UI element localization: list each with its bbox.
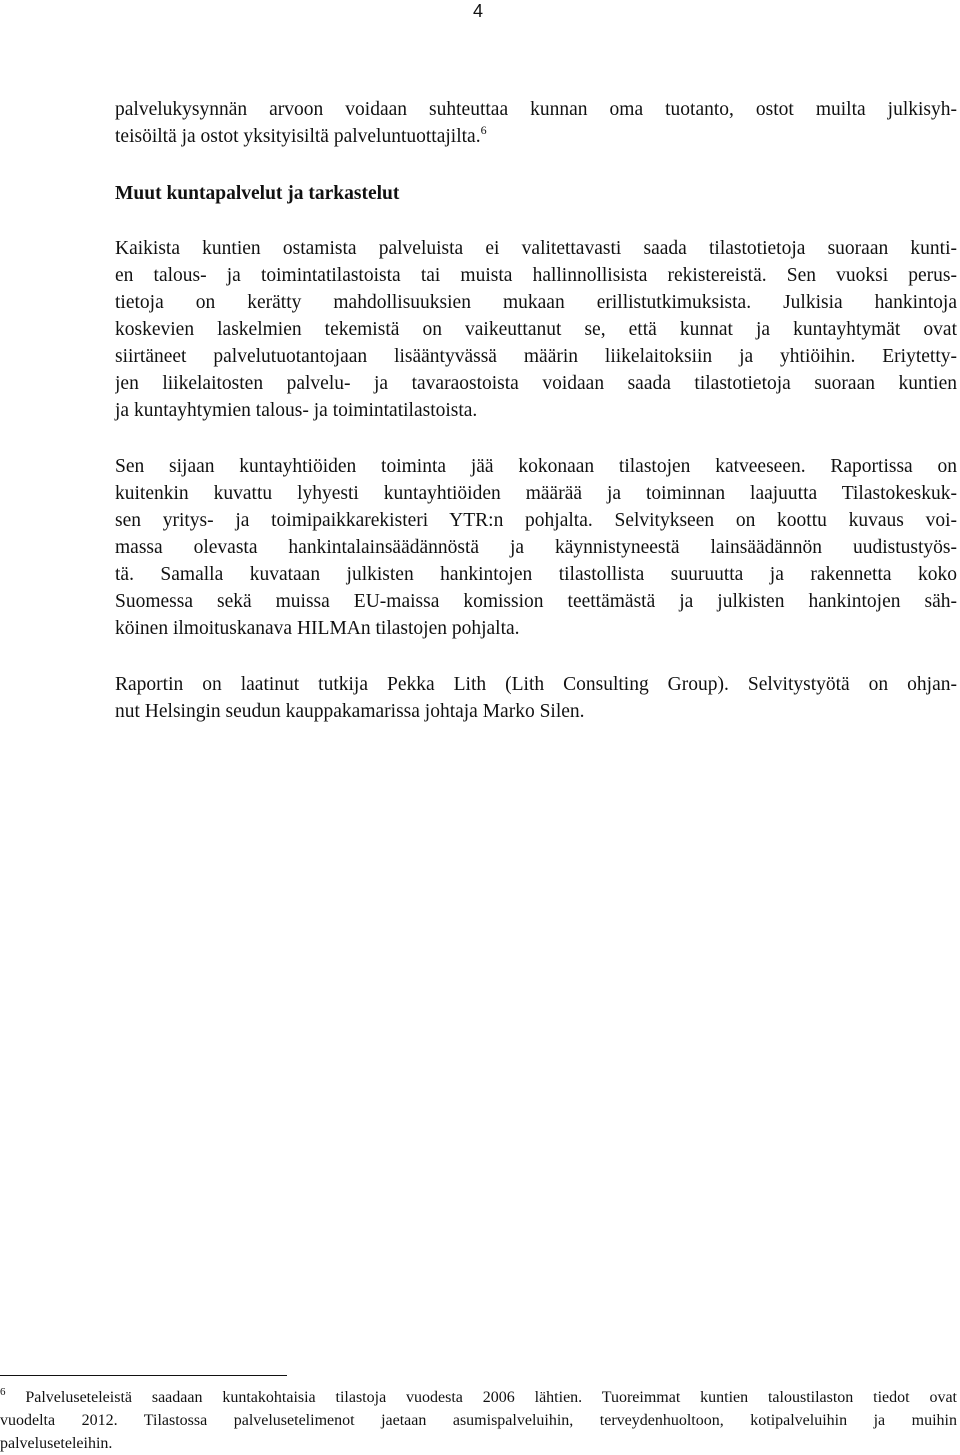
paragraph2-line-6: Suomessa sekä muissa EU-maissa komission teettämästä ja julkisten hankintojen säh- bbox=[115, 591, 957, 612]
paragraph2-line-4: massa olevasta hankintalainsäädännöstä ja käynnistyneestä lainsäädännön uudistustyös- bbox=[115, 537, 957, 558]
intro-line-2 bbox=[115, 123, 957, 150]
paragraph1-line-6: jen liikelaitosten palvelu- ja tavaraostoista voidaan saada tilastotietoja suoraan kuntien bbox=[115, 373, 957, 394]
paragraph1-line-4: koskevien laskelmien tekemistä on vaikeuttanut se, että kunnat ja kuntayhtymät ovat bbox=[115, 319, 957, 340]
footnote-line-1-text: Palveluseteleistä saadaan kuntakohtaisia tilastoja vuodesta 2006 lähtien. Tuoreimmat kuntien taloustilaston tiedot ovat bbox=[25, 1389, 957, 1406]
paragraph2-line-2: kuitenkin kuvattu lyhyesti kuntayhtiöiden määrää ja toiminnan laajuutta Tilastokeskuk- bbox=[115, 483, 957, 504]
footnote-reference[interactable]: 6 bbox=[480, 123, 487, 137]
footnote-line-1 bbox=[0, 1386, 957, 1409]
paragraph1-line-5: siirtäneet palvelutuotantojaan lisääntyvässä määrin liikelaitoksiin ja yhtiöihin. Eriytetty- bbox=[115, 346, 957, 367]
intro-line-1: palvelukysynnän arvoon voidaan suhteuttaa kunnan oma tuotanto, ostot muilta julkisyh- bbox=[115, 99, 957, 120]
paragraph1-line-1: Kaikista kuntien ostamista palveluista ei valitettavasti saada tilastotietoja suoraan kunti- bbox=[115, 238, 957, 259]
paragraph2-line-3: sen yritys- ja toimipaikkarekisteri YTR:n pohjalta. Selvitykseen on koottu kuvaus voi- bbox=[115, 510, 957, 531]
paragraph3-line-2: nut Helsingin seudun kauppakamarissa johtaja Marko Silen. bbox=[115, 701, 585, 722]
footnote-separator bbox=[0, 1375, 287, 1376]
footnote-line-3: palveluseteleihin. bbox=[0, 1435, 113, 1452]
paragraph2-line-1: Sen sijaan kuntayhtiöiden toiminta jää kokonaan tilastojen katveeseen. Raportissa on bbox=[115, 456, 957, 477]
paragraph1-line-2: en talous- ja toimintatilastoista tai muista hallinnollisista rekistereistä. Sen vuoksi perus- bbox=[115, 265, 957, 286]
footnote-line-2: vuodelta 2012. Tilastossa palvelusetelimenot jaetaan asumispalveluihin, terveydenhuoltoon, kotipalveluihin ja muihin bbox=[0, 1412, 957, 1429]
footnote-marker: 6 bbox=[0, 1386, 6, 1398]
intro-line-2-text: teisöiltä ja ostot yksityisiltä palveluntuottajilta. bbox=[115, 126, 481, 147]
page-number: 4 bbox=[473, 1, 484, 21]
paragraph1-line-7: ja kuntayhtymien talous- ja toimintatilastoista. bbox=[115, 400, 478, 421]
section-heading: Muut kuntapalvelut ja tarkastelut bbox=[115, 183, 400, 204]
paragraph1-line-3: tietoja on kerätty mahdollisuuksien mukaan erillistutkimuksista. Julkisia hankintoja bbox=[115, 292, 957, 313]
paragraph2-line-7: köinen ilmoituskanava HILMAn tilastojen pohjalta. bbox=[115, 618, 520, 639]
paragraph2-line-5: tä. Samalla kuvataan julkisten hankintojen tilastollista suuruutta ja rakennetta koko bbox=[115, 564, 957, 585]
paragraph3-line-1: Raportin on laatinut tutkija Pekka Lith (Lith Consulting Group). Selvitystyötä on ohjan- bbox=[115, 674, 957, 695]
